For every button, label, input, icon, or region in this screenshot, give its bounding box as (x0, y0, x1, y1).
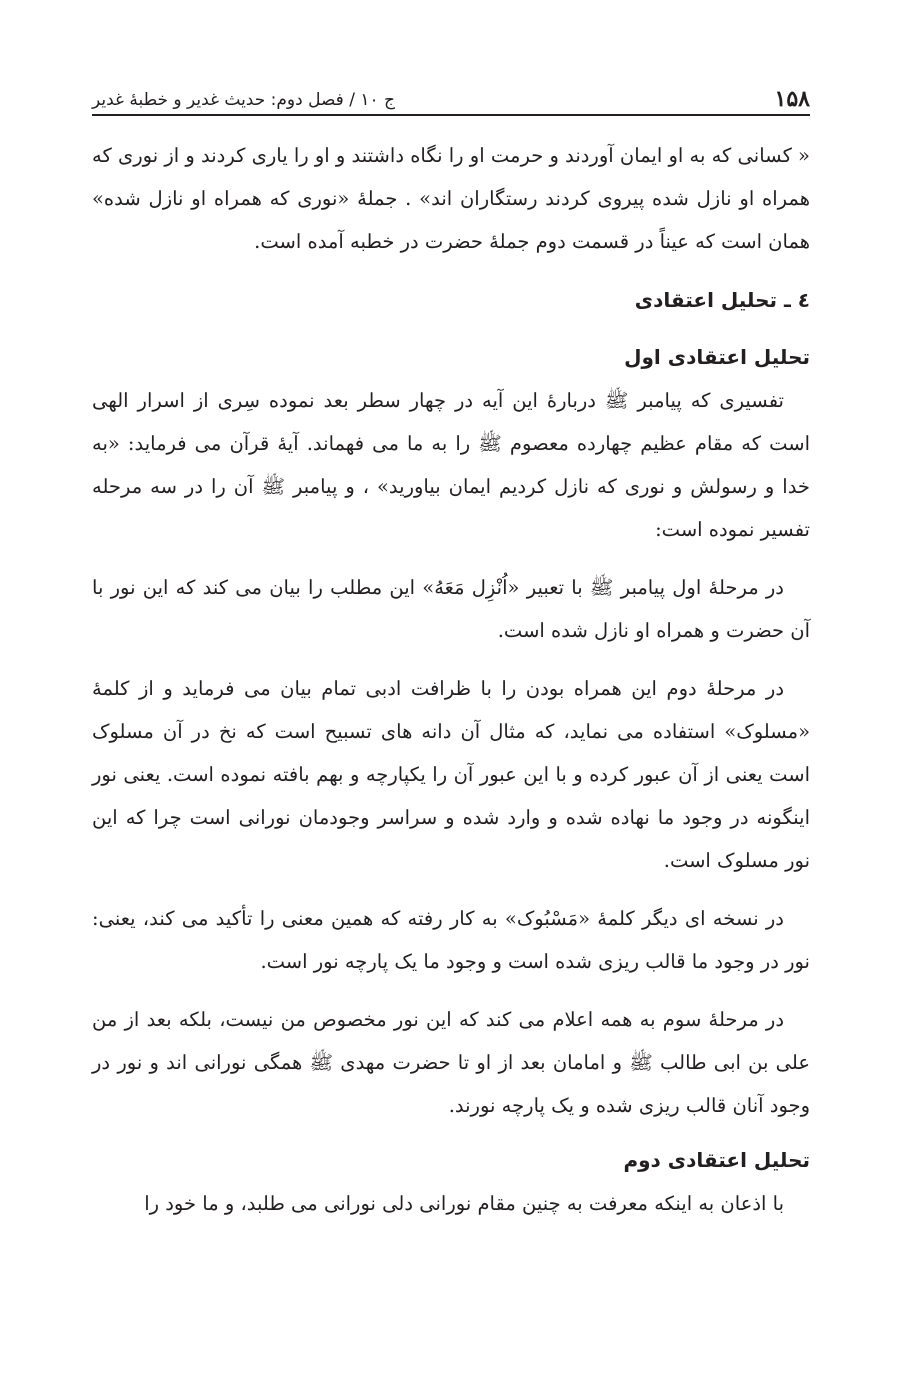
body-text (92, 134, 810, 1225)
paragraph-stage-two: در مرحلۀ دوم این همراه بودن را با ظرافت ادبی تمام بیان می فرماید و از کلمۀ «مسلوک» استفاده می نماید، که مثال آن دانه های تسبیح است که نخ در آن مسلوک است یعنی از آن عبور کرده و با این عبور آن را یکپارچه و بهم بافته نموده است. یعنی نور اینگونه در وجود ما نهاده شده و وارد شده و سراسر وجودمان نورانی است چرا که این نور مسلوک است. (92, 677, 810, 872)
paragraph-stage-three: در مرحلۀ سوم به همه اعلام می کند که این نور مخصوص من نیست، بلکه بعد از من علی بن ابی طالب ﷺ و امامان بعد از او تا حضرت مهدی ﷺ همگی نورانی اند و نور در وجود آنان قالب ریزی شده و یک پارچه نورند. (92, 1008, 810, 1117)
paragraph-tafsir-intro: تفسیری که پیامبر ﷺ دربارۀ این آیه در چهار سطر بعد نموده سِری از اسرار الهی است که مقام عظیم چهارده معصوم ﷺ را به ما می فهماند. آیۀ قرآن می فرماید: «به خدا و رسولش و نوری که نازل کردیم ایمان بیاورید» ، و پیامبر ﷺ آن را در سه مرحله تفسیر نموده است: (92, 389, 810, 541)
section-heading: ٤ ـ تحلیل اعتقادی (634, 288, 810, 312)
paragraph-alternate-version: در نسخه ای دیگر کلمۀ «مَسْبُوک» به کار رفته که همین معنی را تأکید می کند، یعنی: نور در وجود ما قالب ریزی شده است و وجود ما یک پارچه نور است. (92, 907, 810, 973)
page-number: ۱۵۸ (774, 86, 810, 112)
paragraph-quote-continuation: « کسانی که به او ایمان آوردند و حرمت او را نگاه داشتند و او را یاری کردند و از نوری که همراه او نازل شده پیروی کردند رستگاران اند» . جملۀ «نوری که همراه او نازل شده» همان است که عیناً در قسمت دوم جملۀ حضرت در خطبه آمده است. (92, 144, 810, 253)
running-header (92, 68, 810, 116)
paragraph-stage-one: در مرحلۀ اول پیامبر ﷺ با تعبیر «اُنْزِل مَعَهُ» این مطلب را بیان می کند که این نور با آن حضرت و همراه او نازل شده است. (92, 576, 810, 642)
subsection-heading-first: تحلیل اعتقادی اول (624, 345, 810, 369)
book-page (92, 68, 810, 1225)
paragraph-second-analysis: با اذعان به اینکه معرفت به چنین مقام نورانی دلی نورانی می طلبد، و ما خود را (144, 1192, 784, 1215)
subsection-heading-second: تحلیل اعتقادی دوم (623, 1148, 810, 1172)
running-title: ج ۱۰ / فصل دوم: حدیث غدیر و خطبۀ غدیر (92, 90, 396, 110)
